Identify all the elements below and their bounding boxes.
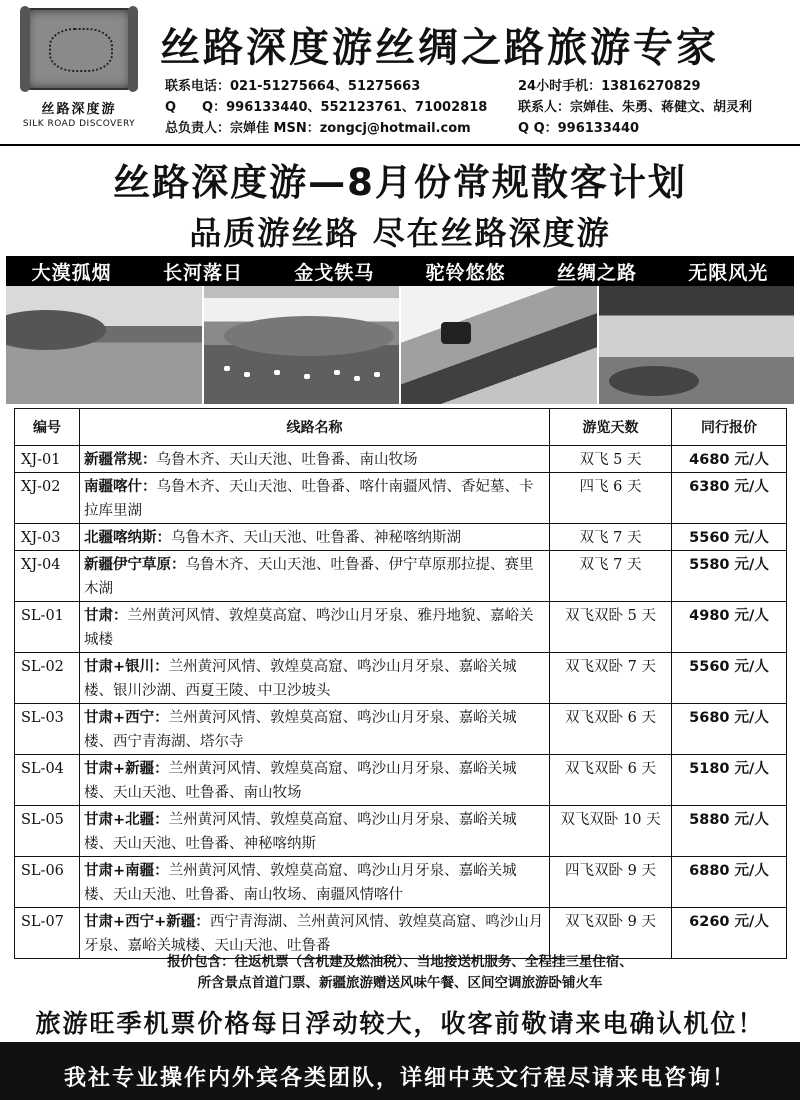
route-title: 甘肃+银川：: [84, 659, 169, 675]
route-stops: 乌鲁木齐、天山天池、吐鲁番、伊宁草原那拉提、赛里木湖: [84, 557, 534, 597]
route-price: 5880 元/人: [672, 806, 787, 857]
route-name: [80, 908, 550, 959]
scroll-map-icon: [25, 8, 133, 90]
contact-right: [518, 76, 752, 139]
route-code: SL-06: [15, 857, 80, 908]
route-title: 新疆伊宁草原：: [84, 557, 186, 573]
route-price: 5580 元/人: [672, 551, 787, 602]
route-price: 5560 元/人: [672, 653, 787, 704]
route-days: 双飞双卧 6 天: [550, 704, 672, 755]
contact-people-line: 联系人：宗婵佳、朱勇、蒋健文、胡灵利: [518, 100, 753, 115]
route-code: SL-01: [15, 602, 80, 653]
route-name: [80, 446, 550, 473]
route-title: 甘肃+西宁+新疆：: [84, 914, 210, 930]
route-days: 四飞双卧 9 天: [550, 857, 672, 908]
route-price: 6260 元/人: [672, 908, 787, 959]
route-days: 双飞双卧 7 天: [550, 653, 672, 704]
col-header-route: 线路名称: [80, 409, 550, 446]
route-stops: 乌鲁木齐、天山天池、吐鲁番、喀什南疆风情、香妃墓、卡拉库里湖: [84, 479, 534, 519]
route-stops: 乌鲁木齐、天山天池、吐鲁番、神秘喀纳斯湖: [171, 530, 461, 546]
company-logo: [14, 8, 144, 132]
route-stops: 兰州黄河风情、敦煌莫高窟、鸣沙山月牙泉、嘉峪关城楼、银川沙湖、西夏王陵、中卫沙坡头: [84, 659, 517, 699]
slogan-band: [6, 256, 794, 286]
route-title: 甘肃：: [84, 608, 128, 624]
logo-english-name: SILK ROAD DISCOVERY: [22, 119, 136, 129]
route-name: [80, 473, 550, 524]
route-code: XJ-02: [15, 473, 80, 524]
route-code: XJ-01: [15, 446, 80, 473]
table-row: [15, 524, 787, 551]
route-stops: 兰州黄河风情、敦煌莫高窟、鸣沙山月牙泉、雅丹地貌、嘉峪关城楼: [84, 608, 534, 648]
crescent-spring-photo: [401, 286, 599, 404]
table-row: [15, 704, 787, 755]
route-days: 双飞双卧 10 天: [550, 806, 672, 857]
route-days: 双飞 7 天: [550, 524, 672, 551]
header-divider: [0, 144, 800, 146]
route-code: SL-04: [15, 755, 80, 806]
route-price: 4980 元/人: [672, 602, 787, 653]
route-days: 双飞 7 天: [550, 551, 672, 602]
route-title: 甘肃+新疆：: [84, 761, 169, 777]
route-days: 双飞双卧 6 天: [550, 755, 672, 806]
route-price: 6380 元/人: [672, 473, 787, 524]
route-stops: 乌鲁木齐、天山天池、吐鲁番、南山牧场: [156, 452, 418, 468]
page-subtitle: 品质游丝路 尽在丝路深度游: [189, 214, 611, 252]
route-name: [80, 704, 550, 755]
table-row: [15, 602, 787, 653]
footer-text: 我社专业操作内外宾各类团队，详细中英文行程尽请来电咨询！: [63, 1066, 736, 1091]
route-days: 双飞 5 天: [550, 446, 672, 473]
route-price: 6880 元/人: [672, 857, 787, 908]
col-header-price: 同行报价: [672, 409, 787, 446]
route-title: 甘肃+西宁：: [84, 710, 169, 726]
slogan-item: 驼铃悠悠: [425, 261, 506, 284]
header: [0, 0, 800, 140]
mobile-line: 24小时手机：13816270829: [518, 79, 701, 94]
route-code: XJ-03: [15, 524, 80, 551]
table-header-row: [15, 409, 787, 446]
route-title: 新疆常规：: [84, 452, 157, 468]
photo-strip: [6, 286, 794, 404]
route-price: 5560 元/人: [672, 524, 787, 551]
footer-banner: [0, 1042, 800, 1100]
forest-lake-photo: [599, 286, 795, 404]
route-stops: 西宁青海湖、兰州黄河风情、敦煌莫高窟、鸣沙山月牙泉、嘉峪关城楼、天山天池、吐鲁番: [84, 914, 544, 954]
table-row: [15, 446, 787, 473]
table-row: [15, 653, 787, 704]
table-row: [15, 857, 787, 908]
route-price: 5680 元/人: [672, 704, 787, 755]
route-price: 4680 元/人: [672, 446, 787, 473]
slogan-item: 无限风光: [688, 261, 769, 284]
route-name: [80, 806, 550, 857]
route-stops: 兰州黄河风情、敦煌莫高窟、鸣沙山月牙泉、嘉峪关城楼、西宁青海湖、塔尔寺: [84, 710, 517, 750]
table-row: [15, 806, 787, 857]
route-code: SL-02: [15, 653, 80, 704]
slogan-item: 大漠孤烟: [31, 261, 112, 284]
route-code: SL-07: [15, 908, 80, 959]
page-title: 丝路深度游—8月份常规散客计划: [113, 161, 687, 204]
route-name: [80, 524, 550, 551]
table-row: [15, 755, 787, 806]
table-row: [15, 551, 787, 602]
lake-photo: [6, 286, 204, 404]
route-title: 北疆喀纳斯：: [84, 530, 171, 546]
manager-line: 总负责人：宗婵佳 MSN：zongcj@hotmail.com: [165, 121, 471, 136]
route-stops: 兰州黄河风情、敦煌莫高窟、鸣沙山月牙泉、嘉峪关城楼、天山天池、吐鲁番、神秘喀纳斯: [84, 812, 517, 852]
table-row: [15, 473, 787, 524]
route-title: 甘肃+北疆：: [84, 812, 169, 828]
contact-left: [165, 76, 487, 139]
route-title: 南疆喀什：: [84, 479, 157, 495]
route-name: [80, 857, 550, 908]
route-days: 四飞 6 天: [550, 473, 672, 524]
col-header-days: 游览天数: [550, 409, 672, 446]
route-days: 双飞双卧 5 天: [550, 602, 672, 653]
route-stops: 兰州黄河风情、敦煌莫高窟、鸣沙山月牙泉、嘉峪关城楼、天山天池、吐鲁番、南山牧场、南疆风情喀什: [84, 863, 517, 903]
qq-line: Q Q：996133440、552123761、71002818: [165, 100, 488, 115]
route-name: [80, 653, 550, 704]
route-name: [80, 755, 550, 806]
phone-line: 联系电话：021-51275664、51275663: [165, 79, 421, 94]
grassland-cattle-photo: [204, 286, 402, 404]
inclusion-line: 所含景点首道门票、新疆旅游赠送风味午餐、区间空调旅游卧铺火车: [197, 975, 603, 991]
logo-chinese-name: 丝路深度游: [41, 102, 117, 117]
route-stops: 兰州黄河风情、敦煌莫高窟、鸣沙山月牙泉、嘉峪关城楼、天山天池、吐鲁番、南山牧场: [84, 761, 517, 801]
slogan-item: 金戈铁马: [294, 261, 375, 284]
inclusion-line: 报价包含：往返机票（含机建及燃油税）、当地接送机服务、全程挂三星住宿、: [167, 954, 633, 970]
company-name: 丝路深度游丝绸之路旅游专家: [160, 25, 719, 71]
route-title: 甘肃+南疆：: [84, 863, 169, 879]
route-code: SL-05: [15, 806, 80, 857]
airfare-notice: 旅游旺季机票价格每日浮动较大，收客前敬请来电确认机位！: [35, 1009, 765, 1038]
route-name: [80, 602, 550, 653]
route-price: 5180 元/人: [672, 755, 787, 806]
tour-price-table: [14, 408, 787, 959]
route-days: 双飞双卧 9 天: [550, 908, 672, 959]
qq-line-2: Q Q：996133440: [518, 121, 640, 136]
price-inclusion: [0, 952, 800, 994]
col-header-code: 编号: [15, 409, 80, 446]
slogan-item: 长河落日: [162, 261, 243, 284]
route-name: [80, 551, 550, 602]
table-row: [15, 908, 787, 959]
slogan-item: 丝绸之路: [556, 261, 637, 284]
route-code: XJ-04: [15, 551, 80, 602]
route-code: SL-03: [15, 704, 80, 755]
